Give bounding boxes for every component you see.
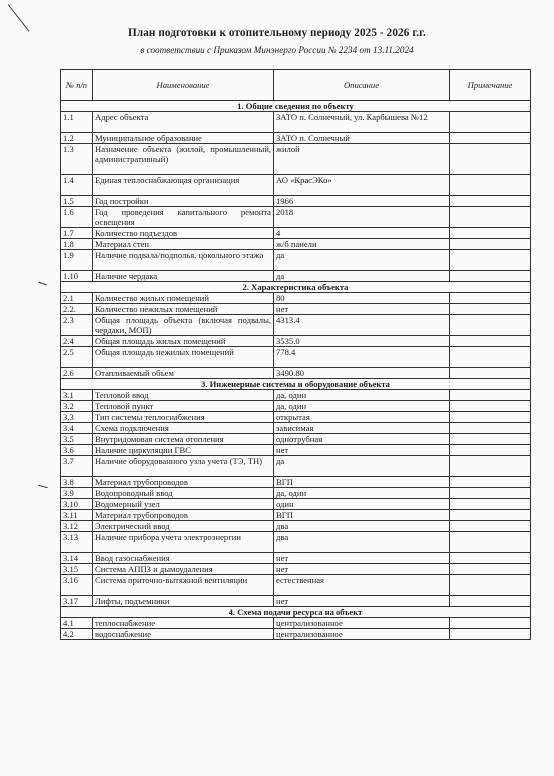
section-title: 2. Характеристика объекта	[61, 282, 531, 293]
row-note	[450, 271, 531, 282]
row-description: два	[274, 532, 450, 553]
row-number: 3.7	[61, 456, 93, 477]
row-description: нет	[274, 445, 450, 456]
row-note	[450, 250, 531, 271]
row-name: Муниципальное образование	[93, 133, 274, 144]
row-number: 1.4	[61, 175, 93, 196]
row-name: Количество жилых помещений	[93, 293, 274, 304]
row-name: Лифты, подъемники	[93, 596, 274, 607]
table-row	[61, 553, 531, 564]
row-description: нет	[274, 596, 450, 607]
table-row	[61, 347, 531, 368]
row-number: 3.3	[61, 412, 93, 423]
row-note	[450, 368, 531, 379]
row-number: 3.14	[61, 553, 93, 564]
row-number: 1.6	[61, 207, 93, 228]
row-note	[450, 488, 531, 499]
row-description: ВГП	[274, 477, 450, 488]
row-note	[450, 445, 531, 456]
row-number: 2.3	[61, 315, 93, 336]
row-description: 80	[274, 293, 450, 304]
section-header-row	[61, 379, 531, 390]
row-name: Электрический ввод	[93, 521, 274, 532]
row-name: Схема подключения	[93, 423, 274, 434]
table-row	[61, 390, 531, 401]
row-number: 3.5	[61, 434, 93, 445]
row-note	[450, 499, 531, 510]
table-row	[61, 228, 531, 239]
row-description: да	[274, 271, 450, 282]
row-number: 1.10	[61, 271, 93, 282]
row-name: Год постройки	[93, 196, 274, 207]
row-description: АО «КрасЭКо»	[274, 175, 450, 196]
row-number: 3.1	[61, 390, 93, 401]
row-number: 3.12	[61, 521, 93, 532]
row-name: Материал трубопроводов	[93, 510, 274, 521]
row-number: 3.11	[61, 510, 93, 521]
row-description: жилой	[274, 144, 450, 175]
row-number: 3.2	[61, 401, 93, 412]
row-description: ВГП	[274, 510, 450, 521]
row-description: 3535.0	[274, 336, 450, 347]
row-name: Год проведения капитального ремонта освещения	[93, 207, 274, 228]
row-description: нет	[274, 564, 450, 575]
table-header-row	[61, 70, 531, 101]
row-description: ЗАТО п. Солнечный	[274, 133, 450, 144]
row-name: Водопроводный ввод	[93, 488, 274, 499]
row-name: Наличие чердака	[93, 271, 274, 282]
table-row	[61, 112, 531, 133]
table-row	[61, 499, 531, 510]
row-number: 2.5	[61, 347, 93, 368]
table-row	[61, 250, 531, 271]
table-row	[61, 315, 531, 336]
row-note	[450, 629, 531, 640]
row-note	[450, 239, 531, 250]
row-number: 3.15	[61, 564, 93, 575]
row-note	[450, 390, 531, 401]
table-row	[61, 368, 531, 379]
row-note	[450, 175, 531, 196]
row-note	[450, 144, 531, 175]
table-row	[61, 456, 531, 477]
row-note	[450, 196, 531, 207]
row-number: 4.2	[61, 629, 93, 640]
row-description: зависимая	[274, 423, 450, 434]
table-row	[61, 304, 531, 315]
table-row	[61, 144, 531, 175]
row-name: Наличие циркуляции ГВС	[93, 445, 274, 456]
row-number: 1.8	[61, 239, 93, 250]
table-row	[61, 445, 531, 456]
row-number: 1.9	[61, 250, 93, 271]
table-row	[61, 575, 531, 596]
table-row	[61, 271, 531, 282]
row-description: естественная	[274, 575, 450, 596]
row-name: Общая площадь нежилых помещений	[93, 347, 274, 368]
row-name: Наличие прибора учета электроэнергии	[93, 532, 274, 553]
page-title: План подготовки к отопительному периоду 2025 - 2026 г.г.	[128, 27, 426, 39]
row-description: 3490.80	[274, 368, 450, 379]
row-description: открытая	[274, 412, 450, 423]
section-header-row	[61, 607, 531, 618]
row-note	[450, 315, 531, 336]
row-number: 3.8	[61, 477, 93, 488]
column-header-description: Описание	[274, 70, 450, 101]
margin-mark	[38, 282, 47, 286]
plan-table	[60, 69, 531, 640]
row-description: 1966	[274, 196, 450, 207]
table-row	[61, 336, 531, 347]
column-header-number: № п/п	[61, 70, 93, 101]
row-name: Система приточно-вытяжной вентиляции	[93, 575, 274, 596]
row-number: 3.17	[61, 596, 93, 607]
row-note	[450, 434, 531, 445]
row-name: Материал трубопроводов	[93, 477, 274, 488]
row-description: да	[274, 456, 450, 477]
row-name: теплоснабжение	[93, 618, 274, 629]
row-name: Водомерный узел	[93, 499, 274, 510]
row-description: централизованное	[274, 629, 450, 640]
row-description: ЗАТО п. Солнечный, ул. Карбышева №12	[274, 112, 450, 133]
row-description: нет	[274, 304, 450, 315]
row-number: 2.2.	[61, 304, 93, 315]
row-name: Материал стен	[93, 239, 274, 250]
table-row	[61, 434, 531, 445]
table-row	[61, 133, 531, 144]
row-description: да, один	[274, 401, 450, 412]
row-note	[450, 553, 531, 564]
row-number: 4.1	[61, 618, 93, 629]
row-note	[450, 336, 531, 347]
row-name: Тепловой ввод	[93, 390, 274, 401]
row-note	[450, 228, 531, 239]
row-note	[450, 293, 531, 304]
table-row	[61, 564, 531, 575]
row-number: 2.6	[61, 368, 93, 379]
row-name: Единая теплоснабжающая организация	[93, 175, 274, 196]
column-header-name: Наименование	[93, 70, 274, 101]
section-header-row	[61, 101, 531, 112]
row-name: Адрес объекта	[93, 112, 274, 133]
table-row	[61, 521, 531, 532]
table-row	[61, 477, 531, 488]
row-note	[450, 423, 531, 434]
section-title: 4. Схема подачи ресурса на объект	[61, 607, 531, 618]
row-number: 3.4	[61, 423, 93, 434]
row-name: водоснабжение	[93, 629, 274, 640]
row-number: 2.4	[61, 336, 93, 347]
row-note	[450, 401, 531, 412]
section-title: 1. Общие сведения по объекту	[61, 101, 531, 112]
row-name: Количество подъездов	[93, 228, 274, 239]
row-name: Общая площадь объекта (включая подвалы, чердаки, МОП)	[93, 315, 274, 336]
row-note	[450, 456, 531, 477]
row-note	[450, 618, 531, 629]
row-name: Система АППЗ и дымоудаления	[93, 564, 274, 575]
row-note	[450, 133, 531, 144]
row-number: 1.5	[61, 196, 93, 207]
margin-mark	[38, 485, 48, 489]
table-row	[61, 510, 531, 521]
row-description: да	[274, 250, 450, 271]
table-row	[61, 423, 531, 434]
row-name: Отапливаемый объем	[93, 368, 274, 379]
row-name: Наличие подвала/подполья, цокольного этажа	[93, 250, 274, 271]
row-description: ж/б панели	[274, 239, 450, 250]
table-row	[61, 629, 531, 640]
row-description: два	[274, 521, 450, 532]
row-number: 3.10	[61, 499, 93, 510]
row-name: Количество нежилых помещений	[93, 304, 274, 315]
row-name: Общая площадь жилых помещений	[93, 336, 274, 347]
row-name: Назначение объекта (жилой, промышленный, административный)	[93, 144, 274, 175]
row-description: 4	[274, 228, 450, 239]
row-number: 3.6	[61, 445, 93, 456]
row-description: да, один	[274, 488, 450, 499]
table-row	[61, 532, 531, 553]
row-number: 1.3	[61, 144, 93, 175]
table-row	[61, 175, 531, 196]
row-description: нет	[274, 553, 450, 564]
row-note	[450, 347, 531, 368]
row-name: Тепловой пункт	[93, 401, 274, 412]
table-row	[61, 488, 531, 499]
table-row	[61, 412, 531, 423]
row-note	[450, 304, 531, 315]
row-note	[450, 207, 531, 228]
row-name: Наличие оборудованного узла учета (ТЭ, ТН)	[93, 456, 274, 477]
row-number: 1.1	[61, 112, 93, 133]
row-name: Тип системы теплоснабжения	[93, 412, 274, 423]
column-header-note: Примечание	[450, 70, 531, 101]
row-description: 778.4	[274, 347, 450, 368]
row-name: Ввод газоснабжения	[93, 553, 274, 564]
row-description: централизованное	[274, 618, 450, 629]
row-description: 2018	[274, 207, 450, 228]
row-description: однотрубная	[274, 434, 450, 445]
row-description: один	[274, 499, 450, 510]
row-note	[450, 575, 531, 596]
row-note	[450, 112, 531, 133]
table-row	[61, 596, 531, 607]
page-subtitle: в соответствии с Приказом Минэнерго России № 2234 от 13.11.2024	[140, 45, 414, 55]
row-description: 4313.4	[274, 315, 450, 336]
row-note	[450, 510, 531, 521]
row-description: да, один	[274, 390, 450, 401]
row-note	[450, 596, 531, 607]
row-number: 3.16	[61, 575, 93, 596]
row-note	[450, 412, 531, 423]
section-header-row	[61, 282, 531, 293]
section-title: 3. Инженерные системы и оборудование объекта	[61, 379, 531, 390]
row-number: 3.13	[61, 532, 93, 553]
row-number: 3.9	[61, 488, 93, 499]
table-row	[61, 239, 531, 250]
row-note	[450, 477, 531, 488]
table-row	[61, 196, 531, 207]
table-row	[61, 207, 531, 228]
row-number: 2.1	[61, 293, 93, 304]
row-name: Внутридомовая система отопления	[93, 434, 274, 445]
row-note	[450, 532, 531, 553]
table-row	[61, 293, 531, 304]
table-row	[61, 618, 531, 629]
row-note	[450, 564, 531, 575]
table-row	[61, 401, 531, 412]
row-number: 1.7	[61, 228, 93, 239]
row-note	[450, 521, 531, 532]
row-number: 1.2	[61, 133, 93, 144]
